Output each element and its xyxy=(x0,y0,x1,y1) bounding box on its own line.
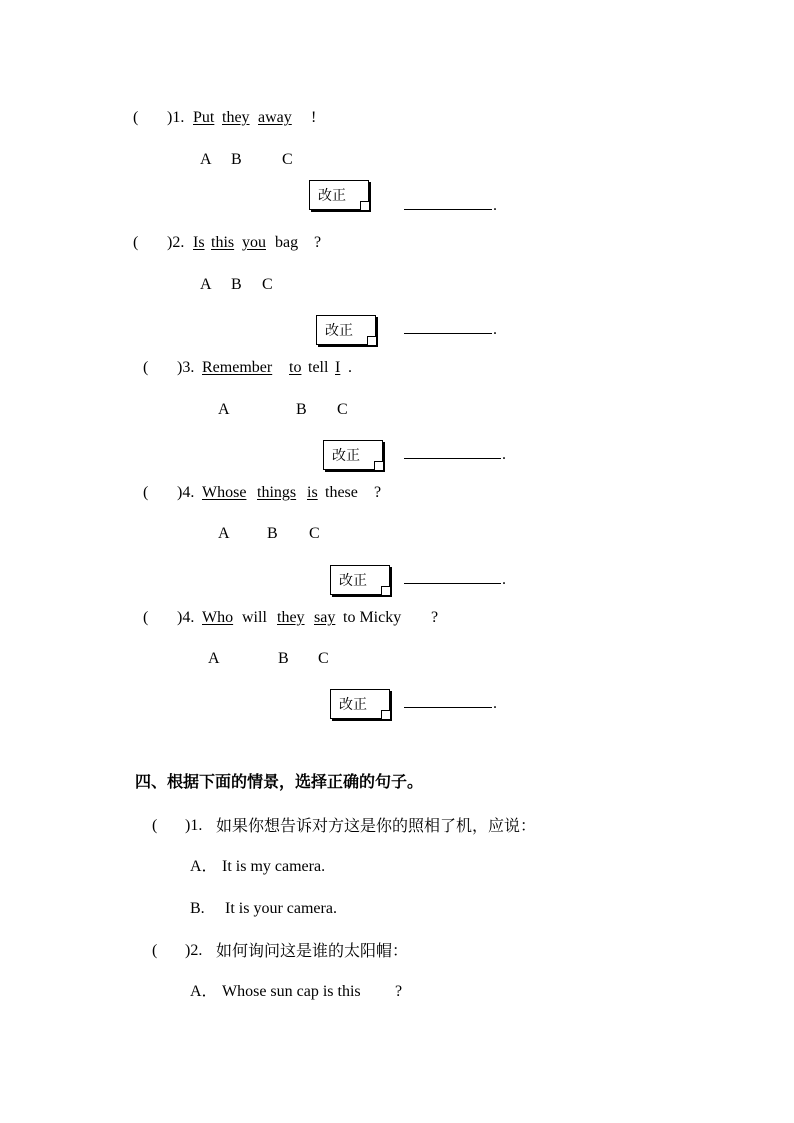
s4-item2-number: )2. xyxy=(185,942,203,959)
q3-open-paren: ( xyxy=(143,359,149,376)
q2-label-b: B xyxy=(231,276,242,293)
q1-open-paren: ( xyxy=(133,109,139,126)
q1-label-c: C xyxy=(282,151,293,168)
q3-part-a: Remember xyxy=(202,359,273,376)
q3-label-c: C xyxy=(337,401,348,418)
q5-label-c: C xyxy=(318,650,329,667)
q4-tail: these xyxy=(325,484,358,501)
q2-part-c: you xyxy=(242,234,266,251)
s4-item1-open-paren: ( xyxy=(152,817,158,834)
q3-label-b: B xyxy=(296,401,307,418)
q5-period: . xyxy=(493,695,497,712)
q3-mid: tell xyxy=(308,359,329,376)
q1-period: . xyxy=(493,197,497,214)
section-heading: 四、根据下面的情景，选择正确的句子。 xyxy=(135,772,424,791)
q3-correction-label: 改正 xyxy=(332,448,360,464)
q5-correction-note xyxy=(330,689,390,719)
q4-correction-label: 改正 xyxy=(339,573,367,589)
q2-correction-note xyxy=(316,315,376,345)
s4-item2-option-a-end: ? xyxy=(395,983,403,1000)
q1-correction-label: 改正 xyxy=(318,188,346,204)
s4-item1-option-b-letter: B. xyxy=(190,900,205,917)
q2-label-c: C xyxy=(262,276,273,293)
q5-tail: to Micky xyxy=(343,609,402,626)
q5-part-a: Who xyxy=(202,609,234,626)
q5-label-b: B xyxy=(278,650,289,667)
q3-correction-note xyxy=(323,440,383,470)
q5-answer-blank[interactable] xyxy=(404,707,492,708)
q4-part-c: is xyxy=(307,484,318,501)
s4-item2-option-a-text: Whose sun cap is this xyxy=(222,983,361,1000)
q4-open-paren: ( xyxy=(143,484,149,501)
q1-part-a: Put xyxy=(193,109,215,126)
s4-item1-prompt: 如果你想告诉对方这是你的照相了机，应说： xyxy=(216,816,537,835)
s4-item1-number: )1. xyxy=(185,817,203,834)
q3-end-mark: . xyxy=(348,359,352,376)
q2-answer-blank[interactable] xyxy=(404,333,492,334)
q2-label-a: A xyxy=(200,276,212,293)
page-curl-icon xyxy=(381,586,390,595)
s4-item2-option-a-letter: A． xyxy=(190,983,218,1000)
q3-answer-blank[interactable] xyxy=(404,458,501,459)
q5-label-a: A xyxy=(208,650,220,667)
q4-number: )4. xyxy=(177,484,195,501)
page-curl-icon xyxy=(360,201,369,210)
q2-part-a: Is xyxy=(193,234,205,251)
q2-tail: bag xyxy=(275,234,299,251)
q5-end-mark: ? xyxy=(431,609,439,626)
q2-period: . xyxy=(493,321,497,338)
q2-number: )2. xyxy=(167,234,185,251)
q5-part-c: say xyxy=(314,609,336,626)
q3-period: . xyxy=(502,446,506,463)
q1-label-b: B xyxy=(231,151,242,168)
q1-label-a: A xyxy=(200,151,212,168)
q5-mid: will xyxy=(242,609,267,626)
page-curl-icon xyxy=(374,461,383,470)
page-curl-icon xyxy=(367,336,376,345)
q5-part-b: they xyxy=(277,609,305,626)
q2-part-b: this xyxy=(211,234,235,251)
q5-number: )4. xyxy=(177,609,195,626)
q1-part-c: away xyxy=(258,109,292,126)
q4-label-b: B xyxy=(267,525,278,542)
s4-item1-option-a-letter: A． xyxy=(190,858,218,875)
q4-label-a: A xyxy=(218,525,230,542)
q4-period: . xyxy=(502,571,506,588)
s4-item1-option-b-text: It is your camera. xyxy=(225,900,337,917)
q1-part-b: they xyxy=(222,109,250,126)
q5-open-paren: ( xyxy=(143,609,149,626)
s4-item2-prompt: 如何询问这是谁的太阳帽： xyxy=(216,941,409,960)
s4-item1-option-a-text: It is my camera. xyxy=(222,858,326,875)
q2-end-mark: ? xyxy=(314,234,322,251)
q4-part-a: Whose xyxy=(202,484,247,501)
q5-correction-label: 改正 xyxy=(339,697,367,713)
q4-answer-blank[interactable] xyxy=(404,583,501,584)
q1-correction-note xyxy=(309,180,369,210)
q4-correction-note xyxy=(330,565,390,595)
q4-end-mark: ? xyxy=(374,484,382,501)
q3-part-b: to xyxy=(289,359,302,376)
q1-answer-blank[interactable] xyxy=(404,209,492,210)
s4-item2-open-paren: ( xyxy=(152,942,158,959)
q3-number: )3. xyxy=(177,359,195,376)
q2-open-paren: ( xyxy=(133,234,139,251)
page-curl-icon xyxy=(381,710,390,719)
q2-correction-label: 改正 xyxy=(325,323,353,339)
q1-number: )1. xyxy=(167,109,185,126)
q4-label-c: C xyxy=(309,525,320,542)
q4-part-b: things xyxy=(257,484,297,501)
q3-label-a: A xyxy=(218,401,230,418)
q1-end-mark: ! xyxy=(311,109,317,126)
q3-part-c: I xyxy=(335,359,341,376)
